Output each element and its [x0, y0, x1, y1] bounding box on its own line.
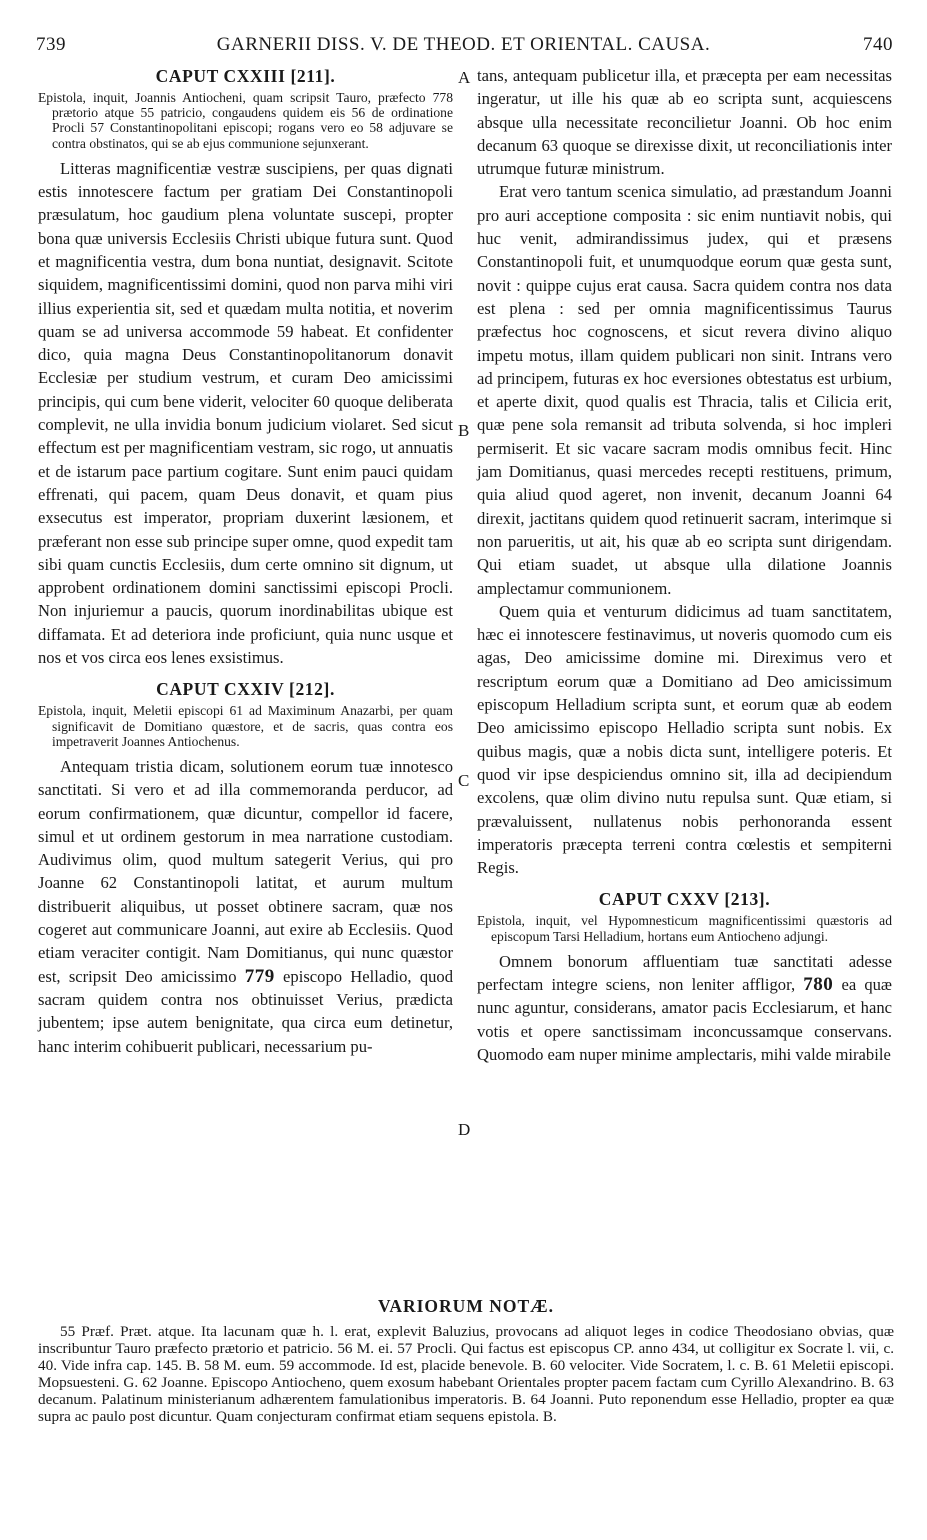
epistle-summary-124: Epistola, inquit, Meletii episcopi 61 ad Maximinum Anazarbi, per quam significavit de Domitiano quæstore, et de sacris, quas contra eos impetraverit Joannes Antiochenus.	[38, 703, 453, 749]
margin-letter-a: A	[458, 68, 471, 87]
epistle-summary-125: Epistola, inquit, vel Hypomnesticum magnificentissimi quæstoris ad episcopum Tarsi Helladium, hortans eum Antiocheno adjungi.	[477, 913, 892, 944]
page-marker-779: 779	[244, 965, 275, 987]
running-title: GARNERII DISS. V. DE THEOD. ET ORIENTAL. CAUSA.	[216, 34, 711, 55]
variorum-notes	[38, 1296, 894, 1425]
caput-heading-125: CAPUT CXXV [213].	[598, 889, 771, 910]
epistle-text-124-paragraph-3: Quem quia et venturum didicimus ad tuam sanctitatem, hæc ei innotescere festinavimus, ut noveris quomodo cum eis agas, Deo amicissime domine mi. Direximus vero et rescriptum eorum quæ a Domitiano ad Deo amicissimum episcopum Helladium scripta sunt, et eorum quæ ab eodem Deo amicissimo episcopo Helladio scripta sunt nobis. Ex quibus magis, quæ a nobis dicta sunt, intelligere poteris. Et quod vir ipse despiciendus omnino sit, illa ad decipiendum excolens, quæ olim divino nutu repulsa sunt. Quæ etiam, si prævaluissent, nullatenus nobis perhonoranda essent imperatoris præcepta terreni contra cœlestis et sempiterni Regis.	[477, 601, 892, 878]
epistle-text-125	[477, 950, 892, 1066]
caput-heading-124: CAPUT CXXIV [212].	[156, 679, 335, 700]
epistle-text-124-part-1: Antequam tristia dicam, solutionem eorum tuæ innotesco sanctitati. Si vero et ad illa commemoranda perducor, ad eorum confirmationem, quæ dicuntur, compellor id facere, simul et ut ordinem gestorum in mea narratione custodiam. Audivimus olim, quod multum sategerit Verius, qui pro Joanne 62 Constantinopoli latitat, et aurum multum distribuerit aliquibus, ut posset obtinere sacram, quæ nos cogeret aut communicare Joanni, aut exire ab Ecclesiis. Quod etiam veraciter contigit. Nam Domitianus, qui nunc quæstor est, scripsit Deo amicissimo	[38, 756, 453, 986]
notes-body: 55 Præf. Præt. atque. Ita lacunam quæ h. l. erat, explevit Baluzius, provocans ad aliquot leges in codice Theodosiano obvias, quæ inscribuntur Tauro præfecto prætorio et patricio. 56 M. ei. 57 Procli. Qui factus est episcopus CP. anno 434, ut colligitur ex Socrate l. vii, c. 40. Vide infra cap. 145. B. 58 M. eum. 59 accommode. Id est, placide benevole. B. 60 velociter. Vide Socratem, l. c. B. 61 Meletii episcopi. Mopsuesteni. G. 62 Joanne. Episcopo Antiocheno, quem exosum habebant Orientales propter pacem factam cum Cyrillo Alexandrino. B. 63 decanum. Palatinum ministerianum adhærentem famulationibus imperatoris. B. 64 Joanni. Puto reponendum esse Helladio, propter ea quæ supra ac paulo post dicuntur. Quam conjecturam confirmat etiam sequens epistola. B.	[38, 1323, 894, 1425]
left-column	[38, 64, 453, 1058]
epistle-text-123: Litteras magnificentiæ vestræ suscipiens, per quas dignati estis innotescere factum per gratiam Dei Constantinopoli præsulatum, hoc gaudium plena voluntate suscepi, propter bona quæ universis Ecclesiis Christi ubique futura sunt. Quod et magnificentia vestra, dum bona nuntiat, designavit. Scitote siquidem, magnificentissimi domini, quod non parva mihi viri illius experientia sit, sed et quædam multa notitia, et noverim quam se ad universa accommode 59 habeat. Et confidenter dico, quia magna Deus Constantinopolitanorum donavit Ecclesiæ per studium vestrum, et curam Deo amicissimi principis, qui cum bene viderit, velociter 60 quoque deliberata complevit, ne ulla invidia bonum judicium violaret. Sed sicut effectum est per magnificentiam vestram, sic rogo, ut annuatis et de istarum pace partium cogitare. Sunt enim pauci quidam effrenati, qui pacem, quam Deus donavit, et quam pius exsecutus est imperator, propriam duxerint læsionem, et præferant non esse sub principe super omne, quod expedit tam sibi quam cunctis Ecclesiis, dum certe omnino sit dignum, ut approbent ordinationem domini sanctissimi episcopi Procli. Non injuriemur a paucis, quorum inordinabilitas ubique est diffamata. Et ad deteriora inde proficiunt, quia nunc usque et nos et vos circa eos lenes exsistimus.	[38, 158, 453, 668]
epistle-text-125-part-2: ea quæ nunc aguntur, considerans, amator pacis Ecclesiarum, et hanc votis et opere sanctissimam inconcussamque conservans. Quomodo eam nuper minime amplectaris, mihi valde mirabile	[477, 975, 893, 1064]
epistle-text-124-continued: tans, antequam publicetur illa, et præcepta per eam necessitas ingeratur, ut ille his quæ ab eo scripta sunt, acquiescens absque ulla necessitate reconcilietur Joanni. Ob hoc enim decanum 63 quoque se direxisse dixit, ut reconciliationis inter utrumque futuræ ministrum.	[477, 66, 892, 179]
epistle-text-124-paragraph-2: Erat vero tantum scenica simulatio, ad præstandum Joanni pro auri acceptione composita : sic enim nuntiavit nobis, qui huc venit, admirandissimus judex, qui et præsens Constantinopoli fuit, et unumquodque eorum quæ gesta sunt, novit : quippe cujus erat causa. Sacra quidem contra nos data est plena : sed per omnia magnificentissimus Taurus præfectus hoc cognoscens, et sicut revera divino aliquo impetu motus, illam quidem publicari non sinit. Intrans vero ad principem, futuras ex hoc eversiones obtestatus est urbium, et aperte dixit, quod qualis est Thracia, talis et Cilicia erit, quæ pene sola remansit ad tributa solvenda, si hoc impleri permiserit. Et sic vacare sacram modis omnibus fecit. Hinc jam Domitianus, quasi mercedes recepti restituens, primum, quia aliud quod ageret, non invenit, decanum Joanni 64 direxit, jactitans quidem quod retinuerit sacram, interimque si non parueritis, ut ait, his quæ ab eo scripta sunt dirigendam. Qui etiam suadet, ut absque ulla dilatione Joannis amplectamur communionem.	[477, 182, 892, 598]
right-column	[477, 64, 892, 1066]
epistle-text-125-part-1: Omnem bonorum affluentiam tuæ sanctitati adesse perfectam integre sciens, non leniter affligor,	[477, 951, 892, 995]
epistle-summary-123: Epistola, inquit, Joannis Antiocheni, quam scripsit Tauro, præfecto 778 prætorio atque 55 patricio, congaudens quidem eis 56 de ordinatione Procli 57 Constantinopolitani episcopi; rogans vero eo 58 adjuvare se contra obstinatos, qui se ab ejus communione sejunxerant.	[38, 90, 453, 151]
page-marker-780: 780	[803, 974, 834, 996]
margin-letter-b: B	[458, 421, 470, 440]
notes-heading: VARIORUM NOTÆ.	[377, 1296, 555, 1316]
margin-letter-d: D	[458, 1120, 471, 1139]
running-head	[30, 34, 897, 60]
page-number-left: 739	[36, 34, 66, 55]
epistle-text-124-part-2: episcopo Helladio, quod sacram quidem contra nos obtinuisset Verius, prædicta jubentem; ipse autem benignitate, qua circa eum detinetur, hanc interim cohibuerit publicari, necessarium pu-	[38, 966, 454, 1056]
page-number-right: 740	[863, 34, 893, 55]
caput-heading-123: CAPUT CXXIII [211].	[155, 66, 336, 86]
margin-letter-c: C	[458, 771, 470, 790]
epistle-text-124	[38, 755, 453, 1058]
